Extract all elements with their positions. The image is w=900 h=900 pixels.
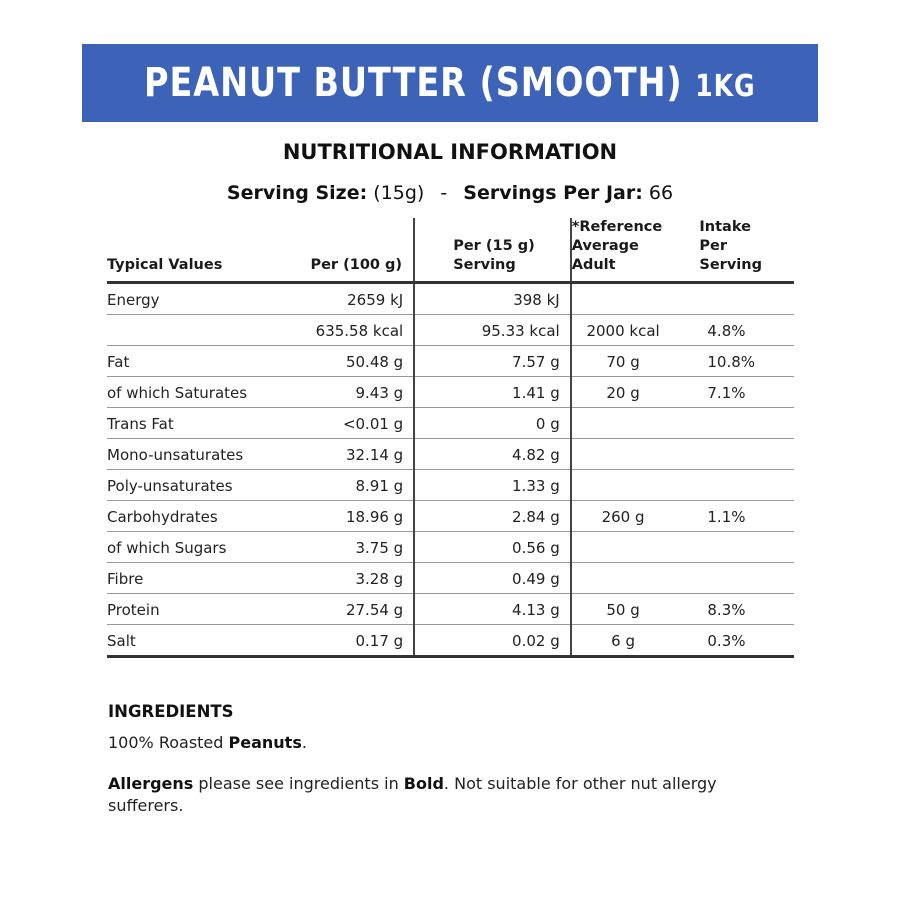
table-row [107,501,794,532]
intake-value [699,408,794,439]
intake-value: 0.3% [699,625,794,657]
reference-value [571,532,700,563]
nutrient-name: Salt [107,625,298,657]
header-reference-line-2: Average [571,238,639,254]
per-100g-value: 3.75 g [298,532,414,563]
header-reference-line-1: *Reference [571,219,663,235]
reference-value [571,563,700,594]
serving-size-value: (15g) [373,182,425,204]
intake-value [699,283,794,315]
allergen-bold-word: Bold [403,774,444,793]
header-intake-line-1: Intake [699,219,751,235]
per-serving-value: 0.49 g [414,563,571,594]
header-intake [699,218,794,283]
serving-separator: - [440,182,448,204]
section-title: NUTRITIONAL INFORMATION [282,140,618,164]
per-serving-value: 398 kJ [414,283,571,315]
ingredients-text [108,733,808,752]
intake-value: 7.1% [699,377,794,408]
per-100g-value: 635.58 kcal [298,315,414,346]
nutrition-header-row [107,218,794,283]
per-serving-value: 2.84 g [414,501,571,532]
ingredients-bold-peanuts: Peanuts [228,733,302,752]
allergen-mid-text: please see ingredients in [193,774,404,793]
intake-value [699,470,794,501]
per-100g-value: 50.48 g [298,346,414,377]
table-row [107,346,794,377]
product-name: PEANUT BUTTER (SMOOTH) [144,60,683,106]
header-typical-values: Typical Values [107,257,223,273]
header-reference [571,218,700,283]
reference-value [571,439,700,470]
intake-value: 1.1% [699,501,794,532]
table-row [107,532,794,563]
per-serving-value: 0 g [414,408,571,439]
per-100g-value: <0.01 g [298,408,414,439]
header-per-serving [414,218,571,283]
table-row [107,563,794,594]
per-serving-value: 7.57 g [414,346,571,377]
product-title [144,60,756,106]
nutrient-name: Trans Fat [107,408,298,439]
reference-value [571,283,700,315]
table-row [107,470,794,501]
per-100g-value: 32.14 g [298,439,414,470]
servings-per-jar-label: Servings Per Jar: [463,182,643,204]
ingredients-section [108,702,808,817]
ingredients-title: INGREDIENTS [108,702,234,721]
header-per-serving-line-1: Per (15 g) [453,238,535,254]
allergen-statement [108,773,788,817]
allergen-label: Allergens [108,774,194,793]
reference-value: 20 g [571,377,700,408]
product-size: 1KG [695,69,756,104]
per-100g-value: 18.96 g [298,501,414,532]
reference-value [571,408,700,439]
per-100g-value: 27.54 g [298,594,414,625]
per-serving-value: 95.33 kcal [414,315,571,346]
header-reference-line-3: Adult [571,257,616,273]
allergen-rest-text: . Not suitable for other nut allergy sufferers. [108,774,717,815]
nutrient-name: Fibre [107,563,298,594]
nutrient-name: of which Sugars [107,532,298,563]
reference-value [571,470,700,501]
servings-per-jar-value: 66 [648,182,674,204]
reference-value: 70 g [571,346,700,377]
table-row [107,439,794,470]
nutrient-name: Energy [107,283,298,315]
per-serving-value: 0.56 g [414,532,571,563]
header-intake-line-3: Serving [699,257,762,273]
intake-value [699,563,794,594]
nutrient-name: of which Saturates [107,377,298,408]
per-100g-value: 9.43 g [298,377,414,408]
table-row [107,283,794,315]
product-banner [82,44,818,122]
nutrient-name: Protein [107,594,298,625]
intake-value: 8.3% [699,594,794,625]
intake-value: 10.8% [699,346,794,377]
intake-value: 4.8% [699,315,794,346]
intake-value [699,439,794,470]
per-100g-value: 8.91 g [298,470,414,501]
table-row [107,625,794,657]
per-serving-value: 4.82 g [414,439,571,470]
header-per-serving-line-2: Serving [453,257,516,273]
nutrient-name: Carbohydrates [107,501,298,532]
reference-value: 2000 kcal [571,315,700,346]
per-100g-value: 3.28 g [298,563,414,594]
nutrient-name: Fat [107,346,298,377]
per-serving-value: 0.02 g [414,625,571,657]
reference-value: 50 g [571,594,700,625]
table-row [107,594,794,625]
table-row [107,315,794,346]
serving-size-label: Serving Size: [226,182,368,204]
nutrient-name: Poly-unsaturates [107,470,298,501]
reference-value: 6 g [571,625,700,657]
reference-value: 260 g [571,501,700,532]
ingredients-text-suffix: . [301,733,307,752]
nutrient-name [107,315,298,346]
per-serving-value: 1.41 g [414,377,571,408]
per-100g-value: 2659 kJ [298,283,414,315]
table-row [107,377,794,408]
serving-info [0,182,900,204]
header-intake-line-2: Per [699,238,728,254]
table-row [107,408,794,439]
nutrition-table [107,218,794,658]
header-per-100g: Per (100 g) [298,218,414,283]
intake-value [699,532,794,563]
per-100g-value: 0.17 g [298,625,414,657]
nutrient-name: Mono-unsaturates [107,439,298,470]
ingredients-text-prefix: 100% Roasted [108,733,229,752]
per-serving-value: 1.33 g [414,470,571,501]
per-serving-value: 4.13 g [414,594,571,625]
